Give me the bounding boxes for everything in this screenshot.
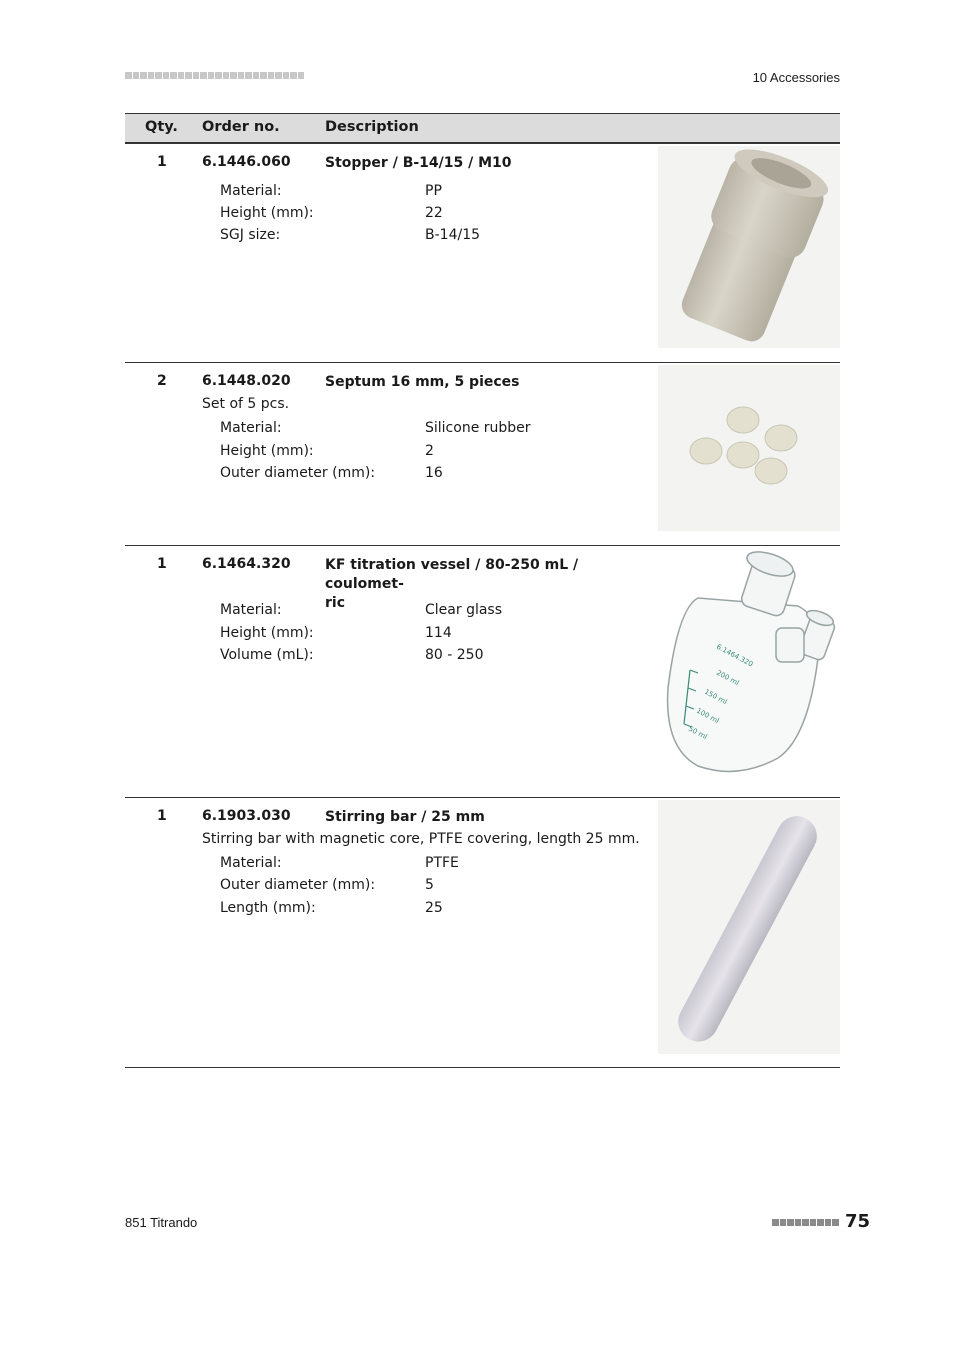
prop-label: Outer diameter (mm): xyxy=(220,877,376,893)
vessel-mark-50: 50 ml xyxy=(687,724,709,742)
row-order-no: 6.1448.020 xyxy=(202,373,291,389)
prop-label: SGJ size: xyxy=(220,227,281,243)
column-description: Description xyxy=(325,119,419,135)
column-order-no: Order no. xyxy=(202,119,280,135)
table-bottom-rule xyxy=(125,1067,840,1068)
table-row xyxy=(125,143,840,362)
prop-label: Height (mm): xyxy=(220,443,314,459)
stopper-image xyxy=(658,146,840,348)
prop-value: PP xyxy=(425,183,442,199)
table-row xyxy=(125,797,840,1067)
row-description: Stopper / B-14/15 / M10 xyxy=(325,155,512,171)
footer-decoration xyxy=(772,1219,839,1226)
prop-label: Material: xyxy=(220,855,282,871)
row-qty: 2 xyxy=(157,373,167,389)
prop-value: 114 xyxy=(425,625,452,641)
row-note: Stirring bar with magnetic core, PTFE covering, length 25 mm. xyxy=(202,831,640,847)
prop-value: Silicone rubber xyxy=(425,420,531,436)
row-description-line1: KF titration vessel / 80-250 mL / coulomet- xyxy=(325,557,579,592)
prop-label: Volume (mL): xyxy=(220,647,314,663)
prop-label: Height (mm): xyxy=(220,205,314,221)
table-row xyxy=(125,362,840,545)
row-description: Septum 16 mm, 5 pieces xyxy=(325,374,520,390)
row-order-no: 6.1464.320 xyxy=(202,556,291,572)
row-note: Set of 5 pcs. xyxy=(202,396,290,412)
header-decoration xyxy=(125,72,304,79)
row-qty: 1 xyxy=(157,556,167,572)
prop-label: Material: xyxy=(220,602,282,618)
row-qty: 1 xyxy=(157,808,167,824)
row-order-no: 6.1446.060 xyxy=(202,154,291,170)
row-order-no: 6.1903.030 xyxy=(202,808,291,824)
vessel-code: 6.1464.320 xyxy=(715,642,755,669)
row-qty: 1 xyxy=(157,154,167,170)
row-description-line2: ric xyxy=(325,595,346,611)
table-header xyxy=(125,113,840,143)
prop-value: Clear glass xyxy=(425,602,503,618)
prop-label: Material: xyxy=(220,183,282,199)
stirring-bar-image xyxy=(658,800,840,1054)
vessel-mark-100: 100 ml xyxy=(695,706,721,726)
prop-value: 16 xyxy=(425,465,443,481)
prop-label: Material: xyxy=(220,420,282,436)
prop-value: 80 - 250 xyxy=(425,647,484,663)
chapter-title: 10 Accessories xyxy=(752,70,840,85)
vessel-mark-200: 200 ml xyxy=(715,668,741,688)
septum-image xyxy=(658,365,840,531)
vessel-mark-150: 150 ml xyxy=(703,687,729,707)
prop-label: Outer diameter (mm): xyxy=(220,465,376,481)
prop-value: B-14/15 xyxy=(425,227,481,243)
prop-value: 2 xyxy=(425,443,434,459)
prop-value: PTFE xyxy=(425,855,459,871)
product-name: 851 Titrando xyxy=(125,1215,198,1230)
prop-value: 25 xyxy=(425,900,443,916)
column-qty: Qty. xyxy=(145,119,178,135)
page-number: 75 xyxy=(845,1211,871,1232)
prop-value: 22 xyxy=(425,205,443,221)
prop-value: 5 xyxy=(425,877,434,893)
vessel-image xyxy=(658,548,840,780)
prop-label: Height (mm): xyxy=(220,625,314,641)
row-description: Stirring bar / 25 mm xyxy=(325,809,485,825)
prop-label: Length (mm): xyxy=(220,900,316,916)
table-row xyxy=(125,545,840,797)
